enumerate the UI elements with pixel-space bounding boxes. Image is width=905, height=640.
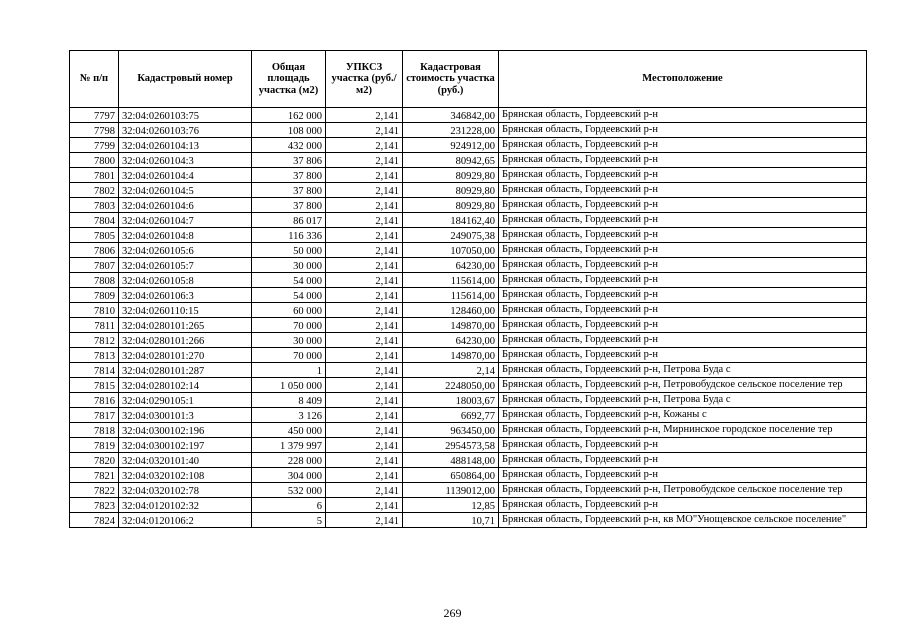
- cadastral-cost-cell: 64230,00: [403, 333, 499, 348]
- cadastral-number-cell: 32:04:0280101:287: [119, 363, 252, 378]
- row-number-cell: 7823: [70, 498, 119, 513]
- table-row: [70, 138, 867, 153]
- location-cell: Брянская область, Гордеевский р-н: [499, 258, 867, 273]
- upksz-cell: 2,141: [326, 333, 403, 348]
- cadastral-number-cell: 32:04:0260104:7: [119, 213, 252, 228]
- location-cell: Брянская область, Гордеевский р-н: [499, 303, 867, 318]
- table-row: [70, 303, 867, 318]
- upksz-cell: 2,141: [326, 348, 403, 363]
- table-row: [70, 228, 867, 243]
- row-number-cell: 7812: [70, 333, 119, 348]
- location-cell: Брянская область, Гордеевский р-н: [499, 288, 867, 303]
- row-number-cell: 7811: [70, 318, 119, 333]
- row-number-cell: 7805: [70, 228, 119, 243]
- cadastral-number-cell: 32:04:0320101:40: [119, 453, 252, 468]
- table-row: [70, 108, 867, 123]
- area-cell: 86 017: [252, 213, 326, 228]
- location-cell: Брянская область, Гордеевский р-н, Петрова Буда с: [499, 393, 867, 408]
- cadastral-number-cell: 32:04:0260103:75: [119, 108, 252, 123]
- cadastral-number-cell: 32:04:0260103:76: [119, 123, 252, 138]
- header-upksz: УПКСЗ участка (руб./м2): [326, 51, 403, 108]
- row-number-cell: 7801: [70, 168, 119, 183]
- row-number-cell: 7802: [70, 183, 119, 198]
- cadastral-number-cell: 32:04:0120106:2: [119, 513, 252, 528]
- table-row: [70, 153, 867, 168]
- area-cell: 1 379 997: [252, 438, 326, 453]
- upksz-cell: 2,141: [326, 318, 403, 333]
- cadastral-cost-cell: 80929,80: [403, 198, 499, 213]
- location-cell: Брянская область, Гордеевский р-н: [499, 438, 867, 453]
- location-cell: Брянская область, Гордеевский р-н: [499, 228, 867, 243]
- area-cell: 1: [252, 363, 326, 378]
- table-row: [70, 498, 867, 513]
- table-row: [70, 348, 867, 363]
- cadastral-cost-cell: 12,85: [403, 498, 499, 513]
- cadastral-cost-cell: 6692,77: [403, 408, 499, 423]
- area-cell: 108 000: [252, 123, 326, 138]
- cadastral-number-cell: 32:04:0260104:3: [119, 153, 252, 168]
- location-cell: Брянская область, Гордеевский р-н, Петрова Буда с: [499, 363, 867, 378]
- area-cell: 116 336: [252, 228, 326, 243]
- upksz-cell: 2,141: [326, 273, 403, 288]
- row-number-cell: 7824: [70, 513, 119, 528]
- cadastral-number-cell: 32:04:0260105:6: [119, 243, 252, 258]
- header-cadastral-number: Кадастровый номер: [119, 51, 252, 108]
- cadastral-number-cell: 32:04:0320102:78: [119, 483, 252, 498]
- area-cell: 228 000: [252, 453, 326, 468]
- header-area: Общая площадь участка (м2): [252, 51, 326, 108]
- cadastral-cost-cell: 249075,38: [403, 228, 499, 243]
- area-cell: 37 806: [252, 153, 326, 168]
- row-number-cell: 7804: [70, 213, 119, 228]
- cadastral-cost-cell: 107050,00: [403, 243, 499, 258]
- area-cell: 5: [252, 513, 326, 528]
- row-number-cell: 7809: [70, 288, 119, 303]
- upksz-cell: 2,141: [326, 453, 403, 468]
- cadastral-cost-cell: 18003,67: [403, 393, 499, 408]
- area-cell: 1 050 000: [252, 378, 326, 393]
- upksz-cell: 2,141: [326, 243, 403, 258]
- location-cell: Брянская область, Гордеевский р-н: [499, 198, 867, 213]
- cadastral-number-cell: 32:04:0260105:7: [119, 258, 252, 273]
- area-cell: 54 000: [252, 288, 326, 303]
- cadastral-number-cell: 32:04:0260104:8: [119, 228, 252, 243]
- table-row: [70, 198, 867, 213]
- upksz-cell: 2,141: [326, 483, 403, 498]
- area-cell: 37 800: [252, 168, 326, 183]
- location-cell: Брянская область, Гордеевский р-н: [499, 108, 867, 123]
- location-cell: Брянская область, Гордеевский р-н: [499, 333, 867, 348]
- row-number-cell: 7820: [70, 453, 119, 468]
- upksz-cell: 2,141: [326, 378, 403, 393]
- table-row: [70, 513, 867, 528]
- cadastral-cost-cell: 650864,00: [403, 468, 499, 483]
- location-cell: Брянская область, Гордеевский р-н: [499, 153, 867, 168]
- upksz-cell: 2,141: [326, 108, 403, 123]
- cadastral-number-cell: 32:04:0290105:1: [119, 393, 252, 408]
- upksz-cell: 2,141: [326, 513, 403, 528]
- row-number-cell: 7803: [70, 198, 119, 213]
- area-cell: 432 000: [252, 138, 326, 153]
- table-row: [70, 363, 867, 378]
- location-cell: Брянская область, Гордеевский р-н: [499, 318, 867, 333]
- table-row: [70, 468, 867, 483]
- cadastral-number-cell: 32:04:0320102:108: [119, 468, 252, 483]
- cadastral-cost-cell: 488148,00: [403, 453, 499, 468]
- row-number-cell: 7808: [70, 273, 119, 288]
- cadastral-number-cell: 32:04:0280101:266: [119, 333, 252, 348]
- area-cell: 70 000: [252, 348, 326, 363]
- cadastral-table-sheet: [69, 50, 867, 528]
- cadastral-cost-cell: 115614,00: [403, 288, 499, 303]
- cadastral-number-cell: 32:04:0300102:196: [119, 423, 252, 438]
- area-cell: 50 000: [252, 243, 326, 258]
- row-number-cell: 7817: [70, 408, 119, 423]
- cadastral-cost-cell: 2,14: [403, 363, 499, 378]
- cadastral-cost-cell: 184162,40: [403, 213, 499, 228]
- upksz-cell: 2,141: [326, 498, 403, 513]
- location-cell: Брянская область, Гордеевский р-н, Петровобудское сельское поселение тер: [499, 378, 867, 393]
- cadastral-number-cell: 32:04:0260104:4: [119, 168, 252, 183]
- table-body: [70, 108, 867, 528]
- upksz-cell: 2,141: [326, 138, 403, 153]
- row-number-cell: 7821: [70, 468, 119, 483]
- area-cell: 304 000: [252, 468, 326, 483]
- area-cell: 162 000: [252, 108, 326, 123]
- upksz-cell: 2,141: [326, 288, 403, 303]
- location-cell: Брянская область, Гордеевский р-н: [499, 453, 867, 468]
- row-number-cell: 7798: [70, 123, 119, 138]
- location-cell: Брянская область, Гордеевский р-н, Петровобудское сельское поселение тер: [499, 483, 867, 498]
- location-cell: Брянская область, Гордеевский р-н: [499, 468, 867, 483]
- area-cell: 60 000: [252, 303, 326, 318]
- area-cell: 54 000: [252, 273, 326, 288]
- cadastral-cost-cell: 115614,00: [403, 273, 499, 288]
- upksz-cell: 2,141: [326, 123, 403, 138]
- cadastral-cost-cell: 1139012,00: [403, 483, 499, 498]
- area-cell: 70 000: [252, 318, 326, 333]
- area-cell: 37 800: [252, 198, 326, 213]
- upksz-cell: 2,141: [326, 258, 403, 273]
- cadastral-number-cell: 32:04:0300101:3: [119, 408, 252, 423]
- cadastral-cost-cell: 80942,65: [403, 153, 499, 168]
- table-row: [70, 273, 867, 288]
- table-row: [70, 408, 867, 423]
- cadastral-number-cell: 32:04:0260110:15: [119, 303, 252, 318]
- cadastral-cost-cell: 231228,00: [403, 123, 499, 138]
- row-number-cell: 7797: [70, 108, 119, 123]
- area-cell: 532 000: [252, 483, 326, 498]
- cadastral-cost-cell: 64230,00: [403, 258, 499, 273]
- row-number-cell: 7807: [70, 258, 119, 273]
- table-row: [70, 288, 867, 303]
- area-cell: 3 126: [252, 408, 326, 423]
- cadastral-number-cell: 32:04:0300102:197: [119, 438, 252, 453]
- location-cell: Брянская область, Гордеевский р-н, Мирнинское городское поселение тер: [499, 423, 867, 438]
- upksz-cell: 2,141: [326, 183, 403, 198]
- table-row: [70, 258, 867, 273]
- table-row: [70, 243, 867, 258]
- cadastral-cost-cell: 149870,00: [403, 348, 499, 363]
- cadastral-number-cell: 32:04:0280102:14: [119, 378, 252, 393]
- row-number-cell: 7800: [70, 153, 119, 168]
- row-number-cell: 7816: [70, 393, 119, 408]
- cadastral-number-cell: 32:04:0280101:265: [119, 318, 252, 333]
- upksz-cell: 2,141: [326, 153, 403, 168]
- cadastral-cost-cell: 128460,00: [403, 303, 499, 318]
- row-number-cell: 7822: [70, 483, 119, 498]
- row-number-cell: 7818: [70, 423, 119, 438]
- area-cell: 30 000: [252, 258, 326, 273]
- cadastral-number-cell: 32:04:0260104:6: [119, 198, 252, 213]
- cadastral-cost-cell: 80929,80: [403, 168, 499, 183]
- table-row: [70, 168, 867, 183]
- cadastral-cost-cell: 963450,00: [403, 423, 499, 438]
- table-row: [70, 183, 867, 198]
- table-row: [70, 483, 867, 498]
- upksz-cell: 2,141: [326, 393, 403, 408]
- cadastral-number-cell: 32:04:0260105:8: [119, 273, 252, 288]
- row-number-cell: 7810: [70, 303, 119, 318]
- header-location: Местоположение: [499, 51, 867, 108]
- location-cell: Брянская область, Гордеевский р-н: [499, 138, 867, 153]
- location-cell: Брянская область, Гордеевский р-н, кв МО"Унощевское сельское поселение": [499, 513, 867, 528]
- area-cell: 450 000: [252, 423, 326, 438]
- cadastral-cost-cell: 149870,00: [403, 318, 499, 333]
- row-number-cell: 7819: [70, 438, 119, 453]
- cadastral-number-cell: 32:04:0120102:32: [119, 498, 252, 513]
- cadastral-cost-cell: 2954573,58: [403, 438, 499, 453]
- header-cadastral-cost: Кадастровая стоимость участка (руб.): [403, 51, 499, 108]
- location-cell: Брянская область, Гордеевский р-н: [499, 273, 867, 288]
- table-row: [70, 213, 867, 228]
- upksz-cell: 2,141: [326, 228, 403, 243]
- cadastral-cost-cell: 924912,00: [403, 138, 499, 153]
- upksz-cell: 2,141: [326, 363, 403, 378]
- table-row: [70, 393, 867, 408]
- location-cell: Брянская область, Гордеевский р-н: [499, 123, 867, 138]
- cadastral-value-table: [69, 50, 867, 528]
- cadastral-number-cell: 32:04:0260106:3: [119, 288, 252, 303]
- location-cell: Брянская область, Гордеевский р-н: [499, 183, 867, 198]
- table-row: [70, 333, 867, 348]
- table-header-row: [70, 51, 867, 108]
- table-row: [70, 453, 867, 468]
- cadastral-number-cell: 32:04:0260104:5: [119, 183, 252, 198]
- cadastral-number-cell: 32:04:0280101:270: [119, 348, 252, 363]
- row-number-cell: 7814: [70, 363, 119, 378]
- row-number-cell: 7799: [70, 138, 119, 153]
- area-cell: 6: [252, 498, 326, 513]
- upksz-cell: 2,141: [326, 468, 403, 483]
- row-number-cell: 7806: [70, 243, 119, 258]
- location-cell: Брянская область, Гордеевский р-н: [499, 213, 867, 228]
- row-number-cell: 7813: [70, 348, 119, 363]
- table-row: [70, 423, 867, 438]
- row-number-cell: 7815: [70, 378, 119, 393]
- cadastral-cost-cell: 10,71: [403, 513, 499, 528]
- location-cell: Брянская область, Гордеевский р-н: [499, 348, 867, 363]
- location-cell: Брянская область, Гордеевский р-н: [499, 243, 867, 258]
- upksz-cell: 2,141: [326, 423, 403, 438]
- area-cell: 37 800: [252, 183, 326, 198]
- cadastral-cost-cell: 2248050,00: [403, 378, 499, 393]
- cadastral-cost-cell: 80929,80: [403, 183, 499, 198]
- upksz-cell: 2,141: [326, 198, 403, 213]
- table-row: [70, 438, 867, 453]
- cadastral-number-cell: 32:04:0260104:13: [119, 138, 252, 153]
- upksz-cell: 2,141: [326, 438, 403, 453]
- area-cell: 30 000: [252, 333, 326, 348]
- table-row: [70, 123, 867, 138]
- upksz-cell: 2,141: [326, 408, 403, 423]
- upksz-cell: 2,141: [326, 168, 403, 183]
- location-cell: Брянская область, Гордеевский р-н, Кожаны с: [499, 408, 867, 423]
- header-row-number: № п/п: [70, 51, 119, 108]
- upksz-cell: 2,141: [326, 303, 403, 318]
- area-cell: 8 409: [252, 393, 326, 408]
- page-number: 269: [443, 606, 462, 620]
- upksz-cell: 2,141: [326, 213, 403, 228]
- table-row: [70, 318, 867, 333]
- table-row: [70, 378, 867, 393]
- location-cell: Брянская область, Гордеевский р-н: [499, 168, 867, 183]
- location-cell: Брянская область, Гордеевский р-н: [499, 498, 867, 513]
- cadastral-cost-cell: 346842,00: [403, 108, 499, 123]
